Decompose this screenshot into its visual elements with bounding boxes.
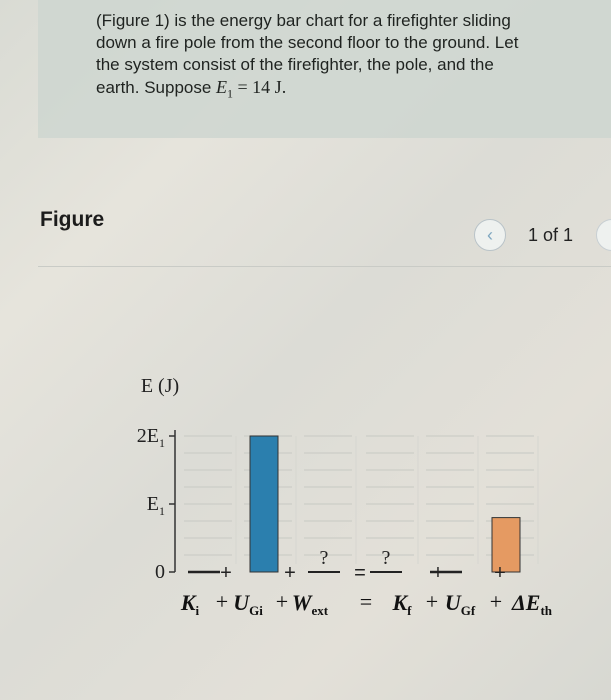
equation-operator: + [275, 589, 289, 614]
page-indicator: 1 of 1 [528, 224, 574, 245]
problem-line-4-prefix: earth. Suppose [96, 78, 217, 97]
operator-mark: + [494, 562, 506, 584]
operator-mark: + [284, 562, 296, 584]
operator-mark: + [432, 562, 444, 584]
chart-grid [184, 436, 538, 564]
operator-mark: = [354, 562, 366, 584]
energy-value: = 14 J. [233, 77, 287, 97]
equation-operator: = [359, 589, 373, 614]
y-tick-label: $2E_1$ [136, 425, 165, 450]
problem-line-3: the system consist of the firefighter, the pole, and the [96, 55, 494, 74]
energy-symbol: $E_1$ [216, 77, 234, 101]
term-label: $U_{Gi}$ [233, 590, 263, 618]
term-label: $U_{Gf}$ [444, 590, 476, 618]
y-axis-label: E (J) [140, 375, 180, 397]
figure-heading: Figure [40, 208, 105, 231]
bar-UGi [250, 436, 278, 572]
problem-line-1: (Figure 1) is the energy bar chart for a firefighter sliding [96, 11, 511, 30]
problem-line-2: down a fire pole from the second floor to the ground. Let [96, 33, 519, 52]
equation-operator: + [215, 589, 229, 614]
term-label: $K_i$ [180, 590, 200, 618]
term-label: $W_{ext}$ [291, 590, 329, 618]
equation-operator: + [425, 589, 439, 614]
unknown-mark: ? [381, 547, 391, 569]
term-label: $\Delta E_{th}$ [511, 590, 553, 618]
equation-operator: + [489, 589, 503, 614]
y-tick-label: 0 [155, 561, 165, 583]
chart-axes [169, 430, 175, 572]
y-tick-label: $E_1$ [146, 493, 165, 518]
operator-mark: + [220, 562, 232, 584]
term-label: $K_f$ [392, 590, 412, 618]
chevron-left-icon: ‹ [487, 224, 493, 245]
chart-labels [137, 375, 553, 618]
unknown-mark: ? [319, 547, 329, 569]
